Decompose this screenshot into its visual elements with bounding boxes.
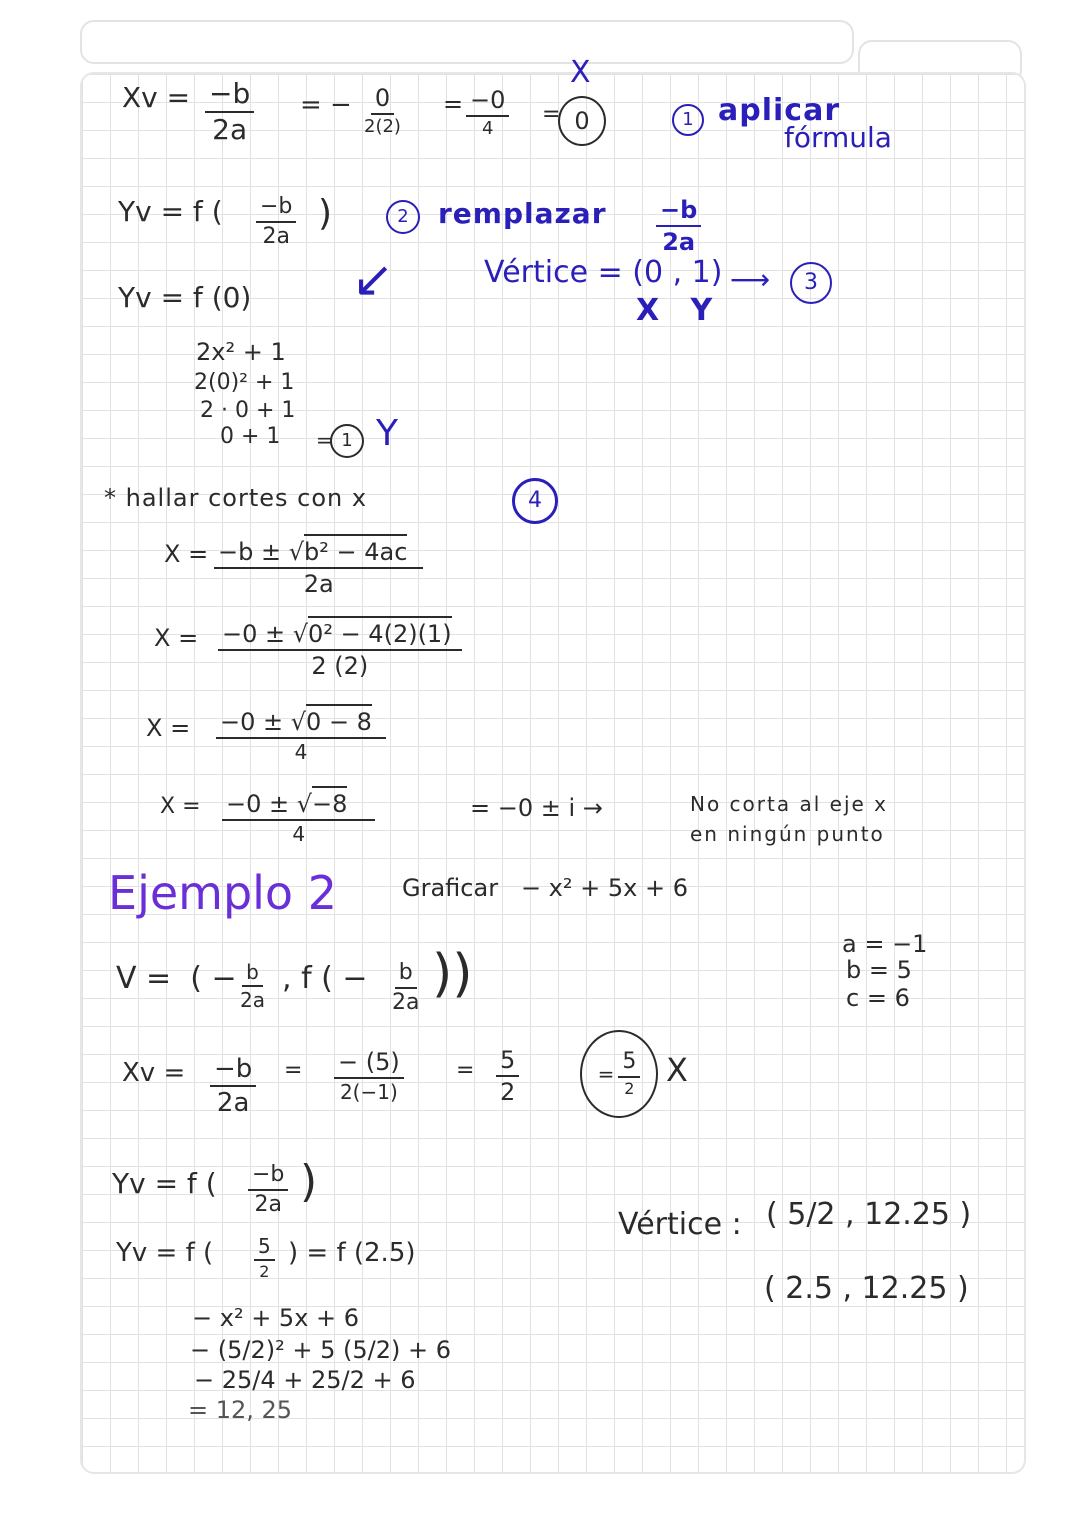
equals-sign: = xyxy=(316,428,333,452)
notebook-header-box-left xyxy=(80,20,854,64)
numerator: −0 xyxy=(466,88,509,117)
radicand: 0 − 8 xyxy=(306,704,372,736)
denominator: 4 xyxy=(294,740,308,764)
quad-result: = −0 ± i → xyxy=(470,794,603,822)
xv-label: Xv = xyxy=(122,81,191,114)
denominator: 2 xyxy=(259,1262,270,1281)
denominator: 2a xyxy=(662,228,696,256)
step-1-text-line2: fórmula xyxy=(784,121,892,154)
eval-result-label: Y xyxy=(376,413,398,454)
xv-result-circle xyxy=(558,96,606,146)
numerator: b xyxy=(242,962,263,987)
equals-sign: = xyxy=(443,90,464,118)
coef-c: c = 6 xyxy=(846,984,910,1012)
quad-formula-fraction: $\frac{\text{−b ± √b² − 4ac}}{2a}$ xyxy=(214,540,423,596)
step-2-number: 2 xyxy=(397,206,409,227)
step-4-number: 4 xyxy=(528,488,542,513)
yv2-definition-lhs: Yv = f ( xyxy=(112,1167,217,1200)
step-1-badge xyxy=(672,104,704,136)
step-3-number: 3 xyxy=(804,270,818,295)
denominator: 4 xyxy=(292,822,306,846)
vertex2-decimal-form: ( 2.5 , 12.25 ) xyxy=(764,1271,969,1306)
quad-sub3-fraction: −0 ± √−8 4 xyxy=(222,792,375,844)
numerator: −b xyxy=(248,1164,288,1191)
step-2-text: remplazar xyxy=(438,197,607,230)
numerator: 5 xyxy=(618,1051,640,1078)
yv2-substituted-lhs: Yv = f ( xyxy=(116,1238,214,1268)
numerator: −b xyxy=(210,1056,256,1087)
xv2-result-circle xyxy=(580,1030,658,1118)
denominator: 2 xyxy=(624,1079,635,1098)
eval-line-3: 2 · 0 + 1 xyxy=(200,398,296,423)
denominator: 2a xyxy=(212,113,248,146)
vertex-def-close: )) xyxy=(432,944,473,1004)
denominator: 2(−1) xyxy=(339,1080,398,1104)
eval2-result: = 12, 25 xyxy=(188,1396,293,1424)
xv2-fraction-formula xyxy=(210,1056,256,1116)
denominator: 2a xyxy=(262,224,290,249)
step-1-number: 1 xyxy=(682,109,694,130)
numerator: −b xyxy=(656,198,701,227)
eval-line-4: 0 + 1 xyxy=(220,424,281,449)
vertex-def-mid: , f ( − xyxy=(282,961,368,996)
xv-fraction-simplified xyxy=(466,88,509,138)
denominator: 4 xyxy=(481,118,494,139)
step-3-badge xyxy=(790,262,832,304)
equals-sign: = xyxy=(456,1058,475,1083)
no-cut-line2: en ningún punto xyxy=(690,822,885,846)
eval-line-2: 2(0)² + 1 xyxy=(194,370,295,395)
numerator: 0 xyxy=(371,86,394,115)
quad-sub1-lhs: X = xyxy=(154,624,199,652)
eval2-line-3: − 25/4 + 25/2 + 6 xyxy=(194,1366,416,1394)
vertex-def-fraction-2 xyxy=(392,962,419,1014)
yv-definition-lhs: Yv = f ( xyxy=(118,195,223,228)
radicand: −8 xyxy=(312,786,347,818)
eval-result-circle xyxy=(330,424,364,458)
yv2-fraction xyxy=(248,1164,288,1216)
xv-fraction-formula xyxy=(205,77,254,146)
numerator-prefix: −0 ± xyxy=(222,620,286,648)
cuts-heading: * hallar cortes con x xyxy=(104,484,368,512)
numerator-prefix: −b ± xyxy=(218,538,282,566)
vertex-axis-labels: X Y xyxy=(636,293,713,328)
xv2-result-prefix: = xyxy=(597,1062,615,1086)
vertex-def-fraction-1 xyxy=(240,962,265,1010)
equals-sign: = xyxy=(542,102,561,127)
xv-result-label: X xyxy=(570,55,591,90)
numerator-prefix: −0 ± xyxy=(220,708,284,736)
denominator: 2 xyxy=(500,1078,516,1106)
numerator: −b xyxy=(205,80,254,113)
quad-sub2-lhs: X = xyxy=(146,714,191,742)
vertex2-fraction-form: ( 5/2 , 12.25 ) xyxy=(766,1197,972,1232)
denominator: 2a xyxy=(216,1088,250,1118)
xv2-fraction-cancelled xyxy=(496,1048,519,1104)
step-4-badge xyxy=(512,478,558,524)
eval-line-1: 2x² + 1 xyxy=(196,338,286,366)
quad-sub2-fraction: −0 ± √0 − 8 4 xyxy=(216,710,386,762)
xv-fraction-substituted xyxy=(364,86,401,136)
equals-sign: = xyxy=(284,1058,303,1083)
arrow-right-icon: ⟶ xyxy=(730,263,771,296)
quad-sub1-fraction: $\frac{\text{−0 ± √0² − 4(2)(1)}}{2 (2)}$ xyxy=(218,622,462,678)
radicand: b² − 4ac xyxy=(304,534,407,566)
xv-result-value: 0 xyxy=(574,107,590,135)
arrow-down-left-icon: ↙ xyxy=(352,250,394,308)
step-2-fraction xyxy=(656,198,701,254)
yv2-substituted-fraction xyxy=(254,1236,275,1280)
example-2-title: Ejemplo 2 xyxy=(108,866,337,920)
vertex2-label: Vértice : xyxy=(618,1207,742,1242)
equals-sign: = − xyxy=(300,90,352,120)
denominator: 2a xyxy=(303,570,334,598)
numerator: 5 xyxy=(496,1048,519,1077)
denominator: 2a xyxy=(392,990,420,1015)
eval2-line-1: − x² + 5x + 6 xyxy=(192,1304,360,1332)
denominator: 2 (2) xyxy=(311,652,369,680)
paren-close: ) xyxy=(318,193,333,234)
numerator: − (5) xyxy=(334,1050,404,1079)
numerator: −b xyxy=(256,196,296,223)
coef-b: b = 5 xyxy=(846,956,912,984)
xv2-result-label: X xyxy=(666,1051,688,1089)
yv-f0: Yv = f (0) xyxy=(118,281,252,314)
vertex-def-lhs: V = ( − xyxy=(116,961,237,996)
step-1-text-line1: aplicar xyxy=(718,93,841,128)
radicand: 0² − 4(2)(1) xyxy=(308,616,452,648)
xv2-fraction-substituted xyxy=(334,1050,404,1102)
eval2-line-2: − (5/2)² + 5 (5/2) + 6 xyxy=(190,1336,451,1364)
paren-close: ) xyxy=(300,1156,318,1207)
vertex-result: Vértice = (0 , 1) xyxy=(484,255,723,290)
denominator: 2a xyxy=(240,988,265,1012)
quad-formula-lhs: X = xyxy=(164,540,209,568)
xv2-lhs: Xv = xyxy=(122,1058,186,1088)
example-2-task: Graficar − x² + 5x + 6 xyxy=(402,874,688,902)
yv-fraction xyxy=(256,196,296,248)
quad-sub3-lhs: X = xyxy=(160,794,201,819)
numerator: 5 xyxy=(254,1236,275,1261)
denominator: 2(2) xyxy=(364,116,401,137)
numerator-prefix: −0 ± xyxy=(226,790,290,818)
numerator: b xyxy=(395,962,417,989)
no-cut-line1: No corta al eje x xyxy=(690,792,888,816)
yv2-substituted-rest: ) = f (2.5) xyxy=(288,1238,416,1268)
denominator: 2a xyxy=(254,1192,282,1217)
step-2-badge xyxy=(386,200,420,234)
eval-result-value: 1 xyxy=(341,430,353,451)
coef-a: a = −1 xyxy=(842,930,928,958)
